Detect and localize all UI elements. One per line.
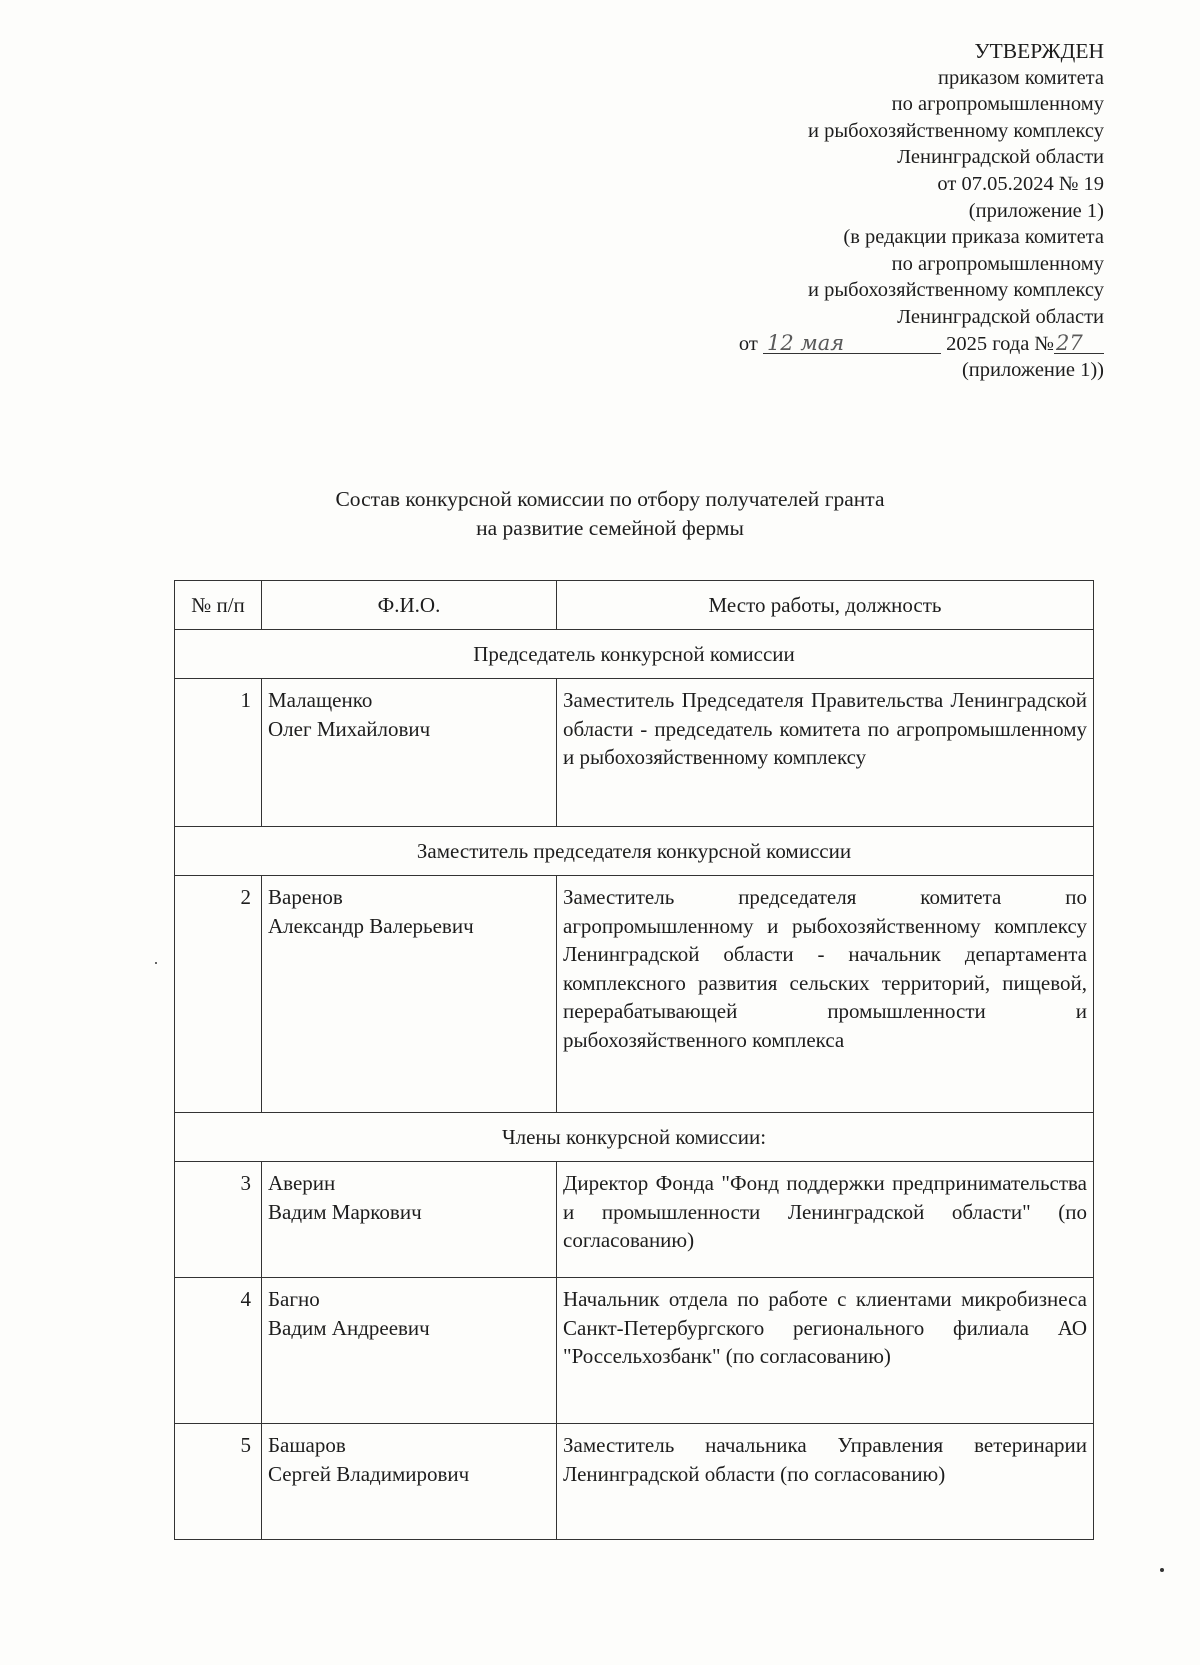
approval-line: и рыбохозяйственному комплексу <box>808 119 1104 142</box>
handwritten-date: 12 мая <box>763 332 941 354</box>
section-members: Члены конкурсной комиссии: <box>175 1113 1094 1162</box>
commission-table <box>174 580 1094 1540</box>
row-surname: Аверин <box>268 1171 336 1195</box>
section-deputy: Заместитель председателя конкурсной комиссии <box>175 827 1094 876</box>
section-row <box>175 827 1094 876</box>
row-name <box>262 1162 557 1278</box>
row-name <box>262 1278 557 1424</box>
section-row <box>175 1113 1094 1162</box>
row-position: Директор Фонда "Фонд поддержки предпринимательства и промышленности Ленинградской области" (по согласованию) <box>557 1162 1094 1278</box>
scan-speck <box>1160 1568 1164 1572</box>
row-position: Заместитель председателя комитета по агропромышленному и рыбохозяйственному комплексу Ленинградской области - начальник департамента комплексного развития сельских территорий, пищевой, перерабатывающей промышленности и рыбохозяйственного комплекса <box>557 876 1094 1113</box>
row-given-name: Вадим Андреевич <box>268 1315 430 1340</box>
approval-line: (в редакции приказа комитета <box>843 226 1104 249</box>
row-given-name: Александр Валерьевич <box>268 913 474 938</box>
table-header-row <box>175 581 1094 630</box>
approval-line: по агропромышленному <box>891 252 1104 275</box>
title-line-1: Состав конкурсной комиссии по отбору получателей гранта <box>335 487 885 511</box>
row-number: 2 <box>175 876 262 1113</box>
row-given-name: Сергей Владимирович <box>268 1461 470 1486</box>
row-name <box>262 679 557 827</box>
handwritten-number: 27 <box>1054 332 1104 354</box>
approval-line: Ленинградской области <box>897 305 1104 328</box>
approval-line: и рыбохозяйственному комплексу <box>808 279 1104 302</box>
title-line-2: на развитие семейной фермы <box>476 516 744 540</box>
row-surname: Багно <box>268 1287 320 1311</box>
approval-line: (приложение 1) <box>968 199 1104 222</box>
header-name: Ф.И.О. <box>262 581 557 630</box>
table-row <box>175 1424 1094 1540</box>
document-title <box>0 485 1200 543</box>
section-chairman: Председатель конкурсной комиссии <box>175 630 1094 679</box>
row-given-name: Вадим Маркович <box>268 1199 422 1224</box>
row-name <box>262 876 557 1113</box>
approval-line: по агропромышленному <box>891 93 1104 116</box>
approval-line: Ленинградской области <box>897 146 1104 169</box>
row-name <box>262 1424 557 1540</box>
header-number: № п/п <box>175 581 262 630</box>
header-position: Место работы, должность <box>557 581 1094 630</box>
row-number: 1 <box>175 679 262 827</box>
section-row <box>175 630 1094 679</box>
approval-line: от 07.05.2024 № 19 <box>937 172 1104 195</box>
row-given-name: Олег Михайлович <box>268 716 431 741</box>
row-number: 3 <box>175 1162 262 1278</box>
approval-heading: УТВЕРЖДЕН <box>974 39 1104 63</box>
table-row <box>175 679 1094 827</box>
row-position: Заместитель Председателя Правительства Ленинградской области - председатель комитета по агропромышленному и рыбохозяйственному комплексу <box>557 679 1094 827</box>
row-surname: Малащенко <box>268 688 373 712</box>
table-row <box>175 876 1094 1113</box>
row-position: Заместитель начальника Управления ветеринарии Ленинградской области (по согласованию) <box>557 1424 1094 1540</box>
scan-speck <box>155 962 157 964</box>
row-number: 5 <box>175 1424 262 1540</box>
table-row <box>175 1278 1094 1424</box>
row-number: 4 <box>175 1278 262 1424</box>
row-surname: Башаров <box>268 1433 346 1457</box>
from-label: от <box>738 332 758 355</box>
approval-order-line <box>684 331 1104 358</box>
table-row <box>175 1162 1094 1278</box>
year-text: 2025 года № <box>946 332 1054 355</box>
row-surname: Варенов <box>268 885 343 909</box>
row-position: Начальник отдела по работе с клиентами микробизнеса Санкт-Петербургского регионального филиала АО "Россельхозбанк" (по согласованию) <box>557 1278 1094 1424</box>
approval-line: приказом комитета <box>938 66 1104 89</box>
approval-line: (приложение 1)) <box>961 359 1104 382</box>
approval-block <box>684 38 1104 384</box>
